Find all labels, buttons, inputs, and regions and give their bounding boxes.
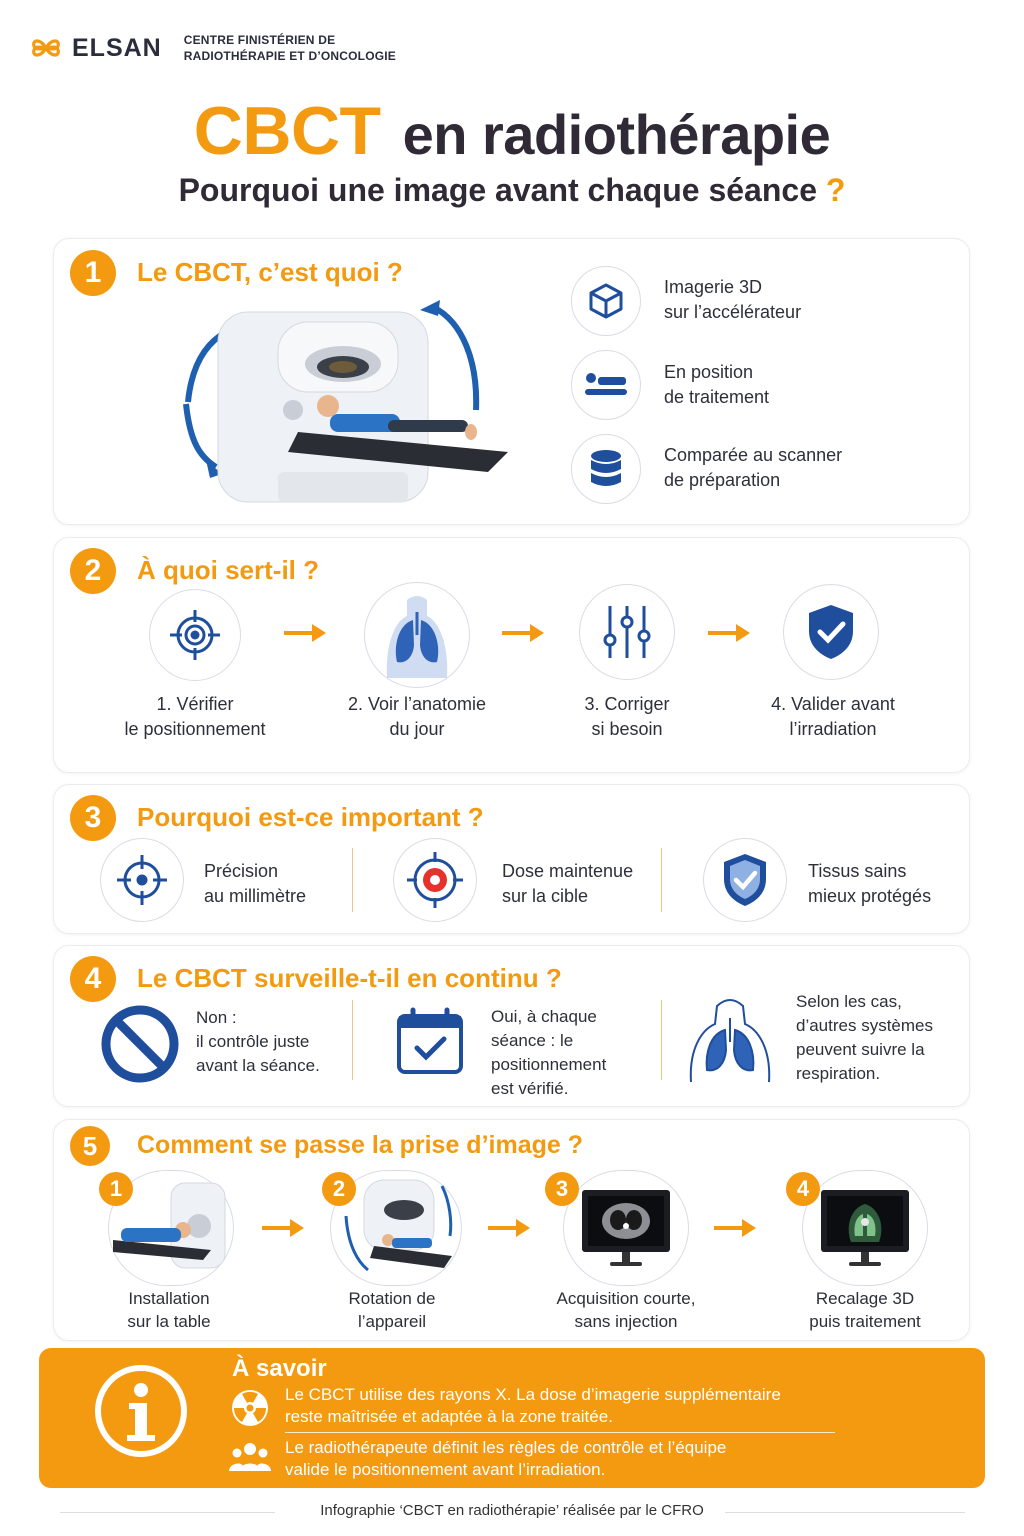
arrow-right-icon: [712, 1217, 758, 1239]
arrow-right-icon: [282, 622, 328, 644]
bullseye-icon: [393, 838, 477, 922]
title-rest: en radiothérapie: [402, 103, 831, 166]
section-4-title: Le CBCT surveille-t-il en continu ?: [137, 963, 562, 993]
cube-icon: [571, 266, 641, 336]
footer-line-right: [725, 1512, 965, 1513]
brand-subtitle: CENTRE FINISTÉRIEN DE RADIOTHÉRAPIE ET D’ONCOLOGIE: [183, 33, 397, 63]
team-icon: [229, 1441, 271, 1475]
section-2-title: À quoi sert-il ?: [137, 555, 319, 585]
s5-step-4-label: Recalage 3D puis traitement: [809, 1289, 921, 1331]
divider: [661, 848, 662, 912]
database-icon: [571, 434, 641, 504]
info-paragraph-2: Le radiothérapeute définit les règles de contrôle et l’équipe valide le positionnement avant l’irradiation.: [285, 1438, 727, 1479]
title-accent: CBCT: [193, 93, 381, 169]
section-3-number: 3: [70, 795, 116, 841]
divider: [661, 1000, 662, 1080]
footer-credit: Infographie ‘CBCT en radiothérapie’ réalisée par le CFRO: [320, 1502, 704, 1519]
info-title: À savoir: [232, 1355, 327, 1382]
s3-item-2-text: Dose maintenue sur la cible: [502, 861, 634, 906]
step-1-number: 1: [99, 1172, 133, 1206]
brand-name: ELSAN: [72, 33, 162, 62]
info-icon: [93, 1363, 189, 1459]
s1-item-1-text: Imagerie 3D sur l’accélérateur: [664, 277, 802, 322]
section-5-title: Comment se passe la prise d’image ?: [137, 1131, 583, 1159]
s2-step-1-label: 1. Vérifier le positionnement: [124, 694, 266, 739]
patient-lying-icon: [571, 350, 641, 420]
step-4-number: 4: [786, 1172, 820, 1206]
section-3-title: Pourquoi est-ce important ?: [137, 802, 484, 832]
s2-step-4-label: 4. Valider avant l’irradiation: [771, 694, 895, 739]
linac-illustration: [178, 292, 528, 517]
info-paragraph-1: Le CBCT utilise des rayons X. La dose d’imagerie supplémentaire reste maîtrisée et adaptée à la zone traitée.: [285, 1385, 781, 1426]
section-5-number: 5: [70, 1126, 110, 1166]
lungs-icon: [364, 582, 470, 688]
arrow-right-icon: [260, 1217, 306, 1239]
calendar-check-icon: [395, 1006, 465, 1076]
header: [30, 28, 396, 68]
s3-item-3-text: Tissus sains mieux protégés: [808, 861, 932, 906]
section-1-number: 1: [70, 250, 116, 296]
sliders-icon: [579, 584, 675, 680]
s1-item-3-text: Comparée au scanner de préparation: [664, 445, 843, 490]
s3-item-1-text: Précision au millimètre: [204, 861, 307, 906]
s4-item-3-text: Selon les cas, d’autres systèmes peuvent suivre la respiration.: [796, 992, 933, 1083]
arrow-right-icon: [706, 622, 752, 644]
page-subtitle: Pourquoi une image avant chaque séance ?: [178, 172, 846, 208]
s2-step-2-label: 2. Voir l’anatomie du jour: [347, 694, 487, 739]
step-2-number: 2: [322, 1172, 356, 1206]
s5-step-1-label: Installation sur la table: [127, 1289, 211, 1331]
info-divider: [285, 1432, 835, 1433]
ct-monitor-image: [563, 1170, 689, 1286]
elsan-logo-icon: [30, 32, 62, 64]
s2-step-3-label: 3. Corriger si besoin: [584, 694, 670, 739]
target-icon: [149, 589, 241, 681]
3d-registration-monitor-image: [802, 1170, 928, 1286]
shield-check-icon: [783, 584, 879, 680]
divider: [352, 848, 353, 912]
shield-check-icon: [703, 838, 787, 922]
section-1-title: Le CBCT, c’est quoi ?: [137, 257, 403, 287]
s1-item-2-text: En position de traitement: [664, 362, 770, 407]
section-2-number: 2: [70, 548, 116, 594]
s4-item-1-text: Non : il contrôle juste avant la séance.: [196, 1008, 320, 1075]
arrow-right-icon: [486, 1217, 532, 1239]
page-title: [0, 92, 1024, 170]
divider: [352, 1000, 353, 1080]
arrow-right-icon: [500, 622, 546, 644]
s5-step-3-label: Acquisition courte, sans injection: [556, 1289, 696, 1331]
lungs-icon: [685, 990, 775, 1084]
s5-step-2-label: Rotation de l’appareil: [348, 1289, 436, 1331]
radiation-icon: [230, 1388, 270, 1428]
s4-item-2-text: Oui, à chaque séance : le positionnement est vérifié.: [491, 1007, 607, 1098]
section-4-number: 4: [70, 956, 116, 1002]
step-3-number: 3: [545, 1172, 579, 1206]
crosshair-icon: [100, 838, 184, 922]
prohibited-icon: [100, 1004, 180, 1084]
